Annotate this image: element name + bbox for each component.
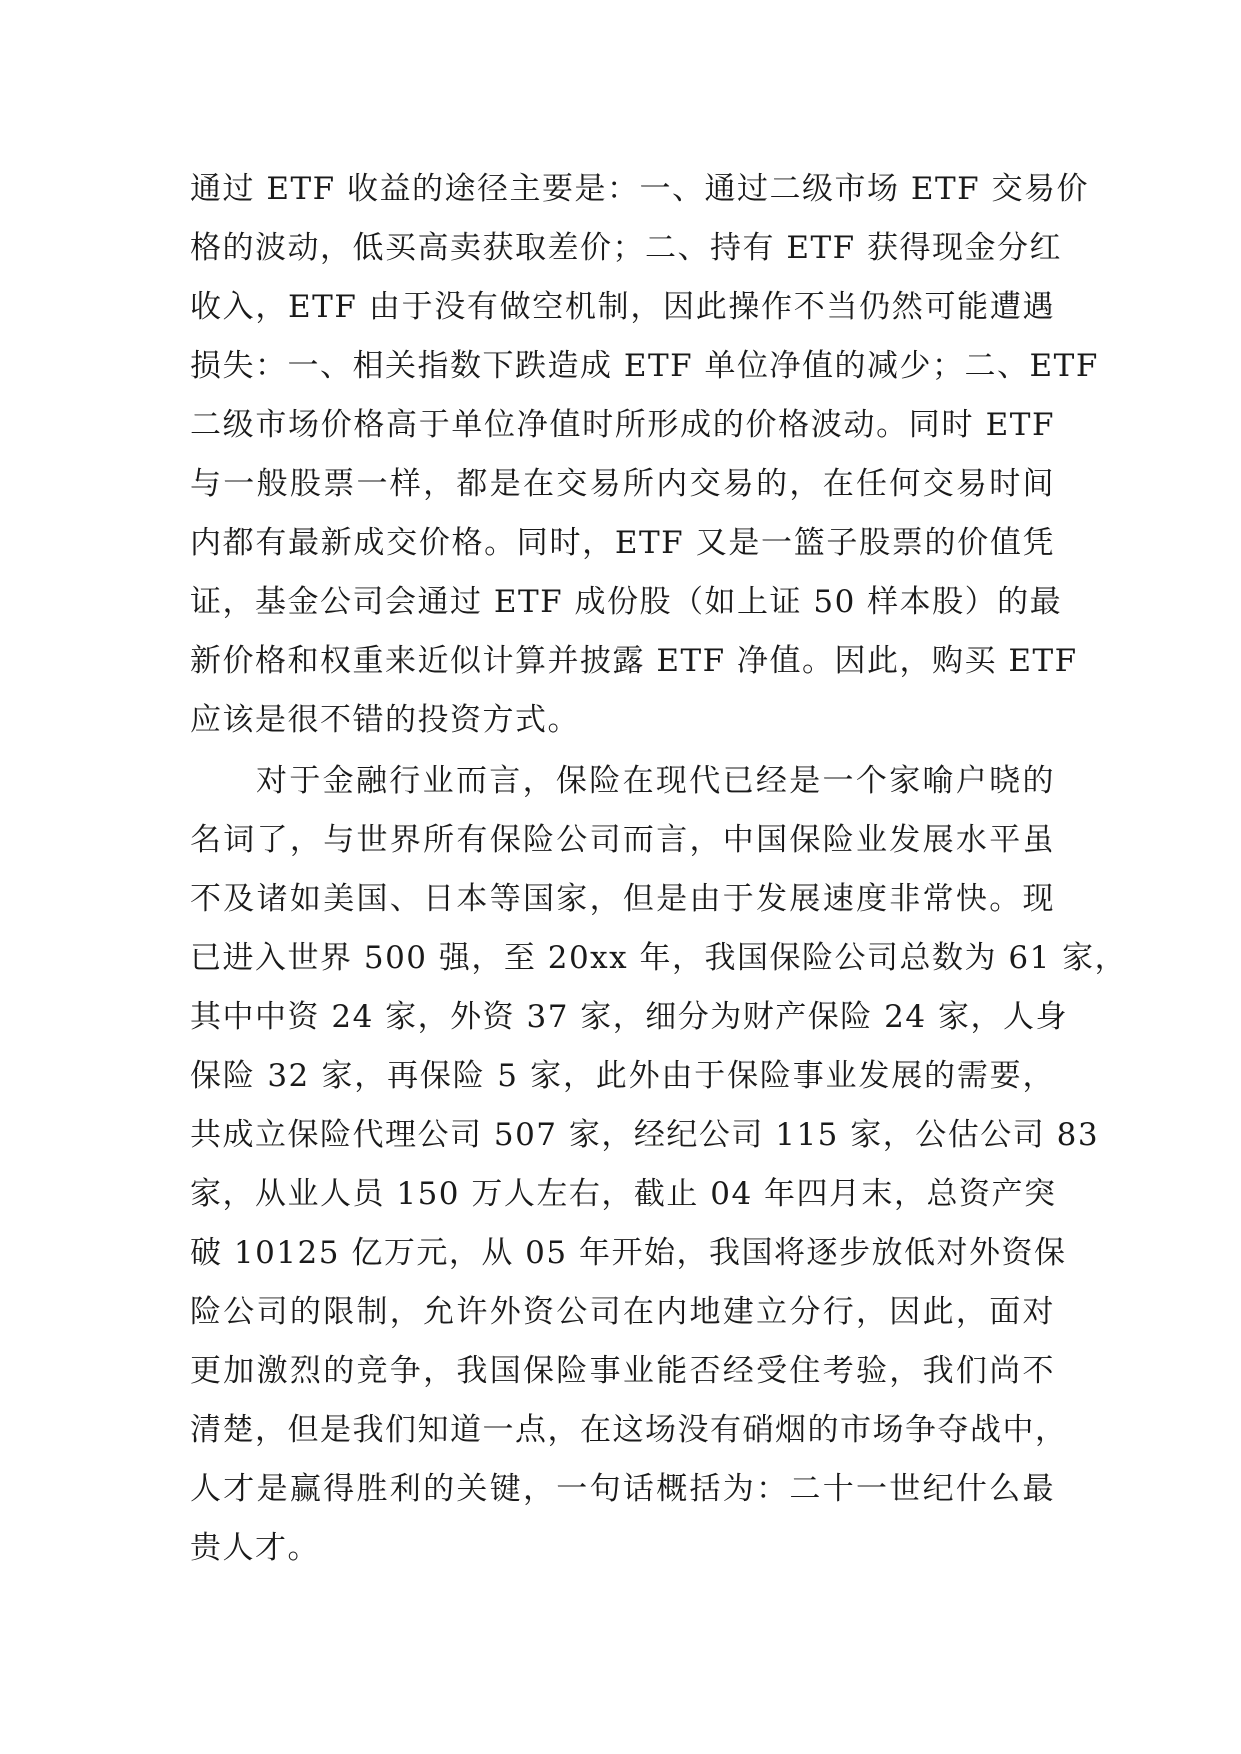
text-line: 内都有最新成交价格。同时，ETF 又是一篮子股票的价值凭: [190, 525, 1055, 561]
paragraph-etf: [190, 160, 1099, 750]
text-line: 新价格和权重来近似计算并披露 ETF 净值。因此，购买 ETF: [190, 643, 1078, 679]
text-line: 二级市场价格高于单位净值时所形成的价格波动。同时 ETF: [190, 407, 1055, 443]
text-line: 通过 ETF 收益的途径主要是：一、通过二级市场 ETF 交易价: [190, 171, 1090, 207]
document-body: [190, 160, 1128, 1578]
text-line: 险公司的限制，允许外资公司在内地建立分行，因此，面对: [190, 1294, 1055, 1330]
text-line: 共成立保险代理公司 507 家，经纪公司 115 家，公估公司 83: [190, 1117, 1100, 1153]
paragraph-insurance: [190, 752, 1128, 1578]
text-line: 证，基金公司会通过 ETF 成份股（如上证 50 样本股）的最: [190, 584, 1063, 620]
text-line: 收入，ETF 由于没有做空机制，因此操作不当仍然可能遭遇: [190, 289, 1055, 325]
text-line: 已进入世界 500 强，至 20xx 年，我国保险公司总数为 61 家，: [190, 940, 1128, 976]
text-line: 损失：一、相关指数下跌造成 ETF 单位净值的减少；二、ETF: [190, 348, 1099, 384]
text-line: 与一般股票一样，都是在交易所内交易的，在任何交易时间: [190, 466, 1055, 502]
text-line: 格的波动，低买高卖获取差价；二、持有 ETF 获得现金分红: [190, 230, 1063, 266]
text-line: 清楚，但是我们知道一点，在这场没有硝烟的市场争夺战中，: [190, 1412, 1068, 1448]
text-line: 更加激烈的竞争，我国保险事业能否经受住考验，我们尚不: [190, 1353, 1055, 1389]
text-line: 其中中资 24 家，外资 37 家，细分为财产保险 24 家，人身: [190, 999, 1068, 1035]
text-line: 保险 32 家，再保险 5 家，此外由于保险事业发展的需要，: [190, 1058, 1055, 1094]
text-line: 应该是很不错的投资方式。: [190, 702, 580, 738]
text-line: 对于金融行业而言，保险在现代已经是一个家喻户晓的: [256, 763, 1055, 799]
text-line: 破 10125 亿万元，从 05 年开始，我国将逐步放低对外资保: [190, 1235, 1067, 1271]
text-line: 名词了，与世界所有保险公司而言，中国保险业发展水平虽: [190, 822, 1055, 858]
text-line: 人才是赢得胜利的关键，一句话概括为：二十一世纪什么最: [190, 1471, 1055, 1507]
text-line: 不及诸如美国、日本等国家，但是由于发展速度非常快。现: [190, 881, 1055, 917]
text-line: 家，从业人员 150 万人左右，截止 04 年四月末，总资产突: [190, 1176, 1057, 1212]
text-line: 贵人才。: [190, 1530, 320, 1566]
